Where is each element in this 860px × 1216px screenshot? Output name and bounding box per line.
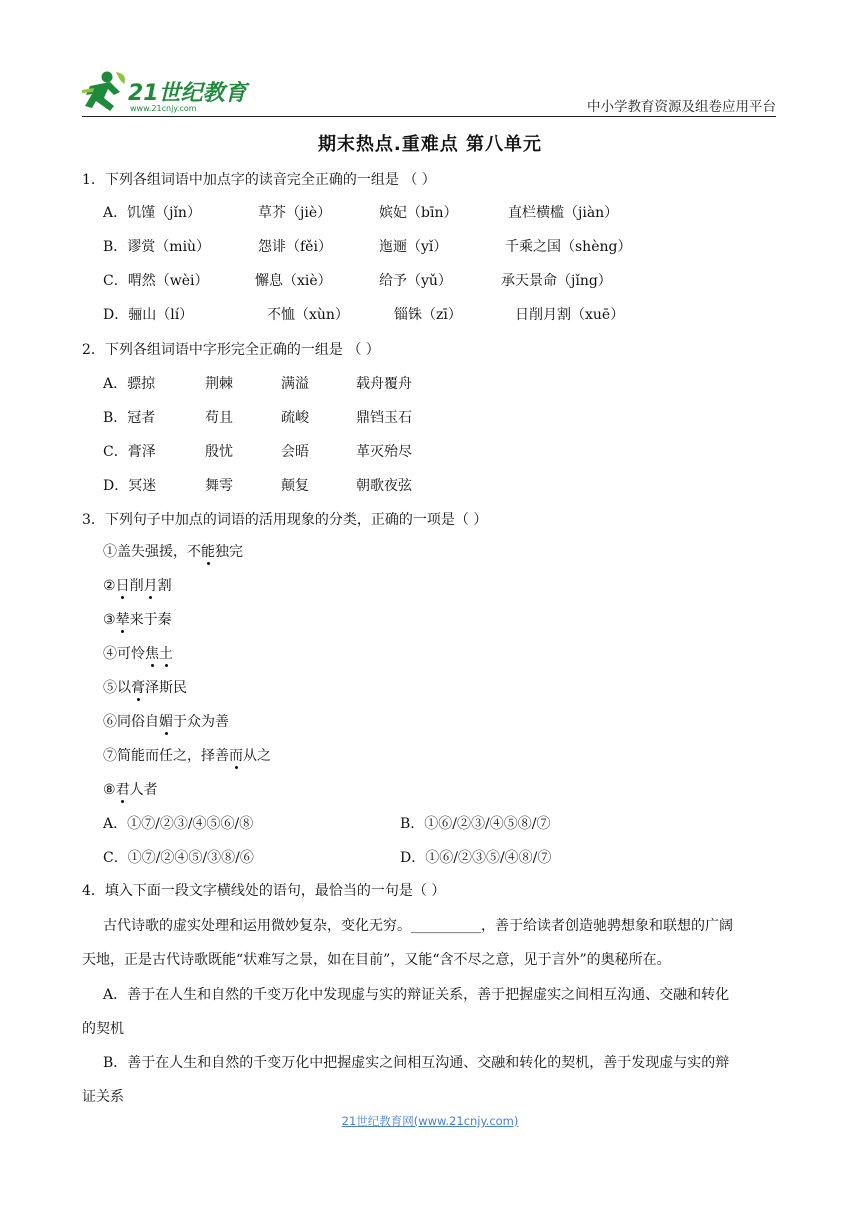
q2-d-2: 舞雩 [205, 478, 233, 494]
q1-d-1: D．骊山（lí） [103, 307, 194, 323]
q3-option-d: D．①⑥/②③⑤/④⑧/⑦ [400, 850, 552, 866]
q3-option-b: B．①⑥/②③/④⑤⑧/⑦ [400, 816, 551, 832]
q1-c-1: C．喟然（wèi） [103, 273, 209, 289]
logo-url: www.21cnjy.com [130, 104, 197, 113]
q2-d-4: 朝歌夜弦 [356, 478, 412, 494]
q3-item-7: ⑦简能而任之，择善而从之 [103, 748, 271, 764]
q1-c-3: 给予（yǔ） [379, 273, 452, 289]
q3-item-4: ④可怜焦土 [103, 646, 173, 662]
q3-stem: 3．下列句子中加点的词语的活用现象的分类，正确的一项是（ ） [82, 512, 488, 528]
q2-a-3: 满溢 [281, 376, 309, 392]
q1-c-4: 承天景命（jǐng） [501, 273, 612, 289]
q4-option-b-line-1: B．善于在人生和自然的千变万化中把握虚实之间相互沟通、交融和转化的契机，善于发现虚与实的辩 [103, 1055, 730, 1071]
q1-a-4: 直栏横槛（jiàn） [508, 205, 619, 221]
header-divider [82, 116, 776, 117]
q3-item-3: ③辇来于秦 [103, 612, 172, 628]
q2-a-4: 载舟覆舟 [356, 376, 412, 392]
q1-b-1: B．谬赏（miù） [103, 239, 211, 255]
q1-b-4: 千乘之国（shèng） [505, 239, 632, 255]
q1-b-2: 怨诽（fěi） [258, 239, 332, 255]
q2-c-1: C．膏泽 [103, 444, 156, 460]
q2-d-3: 颠复 [281, 478, 309, 494]
q1-d-4: 日削月割（xuē） [515, 307, 625, 323]
q4-stem: 4．填入下面一段文字横线处的语句，最恰当的一句是（ ） [82, 883, 446, 899]
q1-d-2: 不恤（xùn） [267, 307, 349, 323]
site-logo [80, 68, 250, 114]
q2-a-2: 荆棘 [205, 376, 233, 392]
q4-option-b-line-2: 证关系 [82, 1089, 124, 1105]
q1-stem: 1．下列各组词语中加点字的读音完全正确的一组是 （ ） [82, 172, 436, 188]
q2-b-4: 鼎铛玉石 [356, 410, 412, 426]
q2-b-3: 疏峻 [281, 410, 309, 426]
q4-passage-line-2: 天地，正是古代诗歌既能“状难写之景，如在目前”，又能“含不尽之意，见于言外”的奥秘所在。 [82, 952, 671, 968]
q3-item-1: ①盖失强援，不能独完 [103, 544, 243, 560]
q2-stem: 2．下列各组词语中字形完全正确的一组是 （ ） [82, 342, 380, 358]
q1-a-2: 草芥（jiè） [258, 205, 332, 221]
q3-item-6: ⑥同俗自媚于众为善 [103, 714, 229, 730]
q3-option-a: A．①⑦/②③/④⑤⑥/⑧ [103, 816, 254, 832]
q2-c-2: 殷忧 [205, 444, 233, 460]
q3-item-5: ⑤以膏泽斯民 [103, 680, 187, 696]
footer-link[interactable]: 21世纪教育网(www.21cnjy.com) [341, 1114, 519, 1128]
q4-option-a-line-2: 的契机 [82, 1021, 124, 1037]
q1-a-3: 嫔妃（bīn） [379, 205, 458, 221]
q2-b-1: B．冠者 [103, 410, 156, 426]
q4-passage-line-1: 古代诗歌的虚实处理和运用微妙复杂，变化无穷。__________，善于给读者创造驰骋想象和联想的广阔 [103, 918, 733, 934]
q1-c-2: 懈息（xiè） [255, 273, 332, 289]
platform-name: 中小学教育资源及组卷应用平台 [587, 99, 776, 115]
q4-option-a-line-1: A．善于在人生和自然的千变万化中发现虚与实的辩证关系，善于把握虚实之间相互沟通、交融和转化 [103, 987, 730, 1003]
q2-a-1: A．骠掠 [103, 376, 156, 392]
logo-text: 21世纪教育 [128, 81, 247, 106]
q2-c-3: 会晤 [281, 444, 309, 460]
page-title: 期末热点.重难点 第八单元 [317, 134, 543, 155]
runner-icon [82, 72, 125, 112]
q1-b-3: 迤逦（yǐ） [379, 239, 448, 255]
q2-b-2: 苟且 [205, 410, 233, 426]
q2-c-4: 革灭殆尽 [356, 444, 412, 460]
q3-option-c: C．①⑦/②④⑤/③⑧/⑥ [103, 850, 254, 866]
q1-a-1: A．饥馑（jǐn） [103, 205, 201, 221]
q1-d-3: 锱铢（zī） [394, 307, 462, 323]
q3-item-8: ⑧君人者 [103, 782, 158, 798]
q3-item-2: ②日削月割 [103, 578, 172, 594]
q2-d-1: D．冥迷 [103, 478, 157, 494]
